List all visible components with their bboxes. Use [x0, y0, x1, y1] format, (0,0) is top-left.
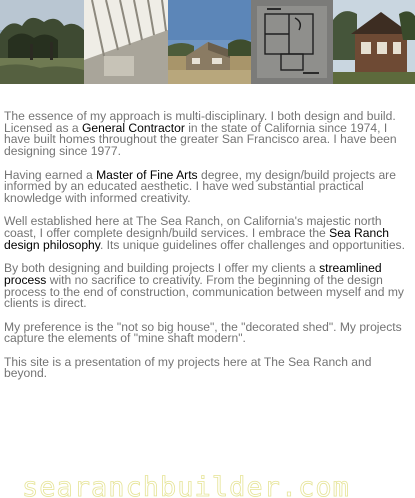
streamlined-process-link[interactable]: streamlined process	[4, 261, 382, 287]
paragraph-process	[4, 263, 408, 310]
paragraph-preference: My preference is the "not so big house", the "decorated shed". My projects capture the elements of "mine shaft modern".	[4, 319, 402, 346]
sea-ranch-design-philosophy-link[interactable]: Sea Ranch design philosophy	[4, 226, 389, 252]
header-photo-strip	[0, 0, 415, 84]
paragraph-education	[4, 167, 408, 205]
paragraph-licensing	[4, 111, 408, 158]
footer-wordmark-area	[0, 474, 415, 498]
paragraph-text: in the state of California since 1974, I have built homes throughout the greater San Francisco area. I have been designing since 1977.	[4, 120, 397, 159]
paragraph-text: Having earned a	[4, 167, 97, 182]
shingle-house-photo	[333, 0, 415, 84]
paragraph-text: with no sacrifice to creativity. From the beginning of the design process to the end of construction, communication between myself and my clients is direct.	[4, 272, 404, 311]
paragraph-text: The essence of my approach is multi-disciplinary. I both design and build. Licensed as a	[4, 109, 396, 135]
paragraph-text: By both designing and building projects I offer my clients a	[4, 261, 320, 276]
paragraph-text: degree, my design/build projects are informed by an educated aesthetic. I have wed substantial practical knowledge with informed creativity.	[4, 167, 396, 205]
master-of-fine-arts-link[interactable]: Master of Fine Arts	[96, 167, 198, 182]
site-wordmark: searanchbuilder.com	[22, 474, 350, 498]
paragraph-text: . Its unique guidelines offer challenges and opportunities.	[99, 237, 405, 252]
paragraph-text: Well established here at The Sea Ranch, on California's majestic north coast, I offer complete designh/build services. I embrace the	[4, 214, 382, 240]
coastal-cypress-photo	[0, 0, 84, 84]
floor-plan-drawing	[251, 0, 333, 84]
paragraph-site-purpose: This site is a presentation of my projects here at The Sea Ranch and beyond.	[4, 354, 372, 381]
paragraph-sea-ranch	[4, 216, 408, 251]
interior-rafters-photo	[84, 0, 168, 84]
sea-ranch-house-photo	[168, 0, 251, 84]
intro-text	[4, 111, 408, 392]
general-contractor-link[interactable]: General Contractor	[82, 120, 185, 135]
